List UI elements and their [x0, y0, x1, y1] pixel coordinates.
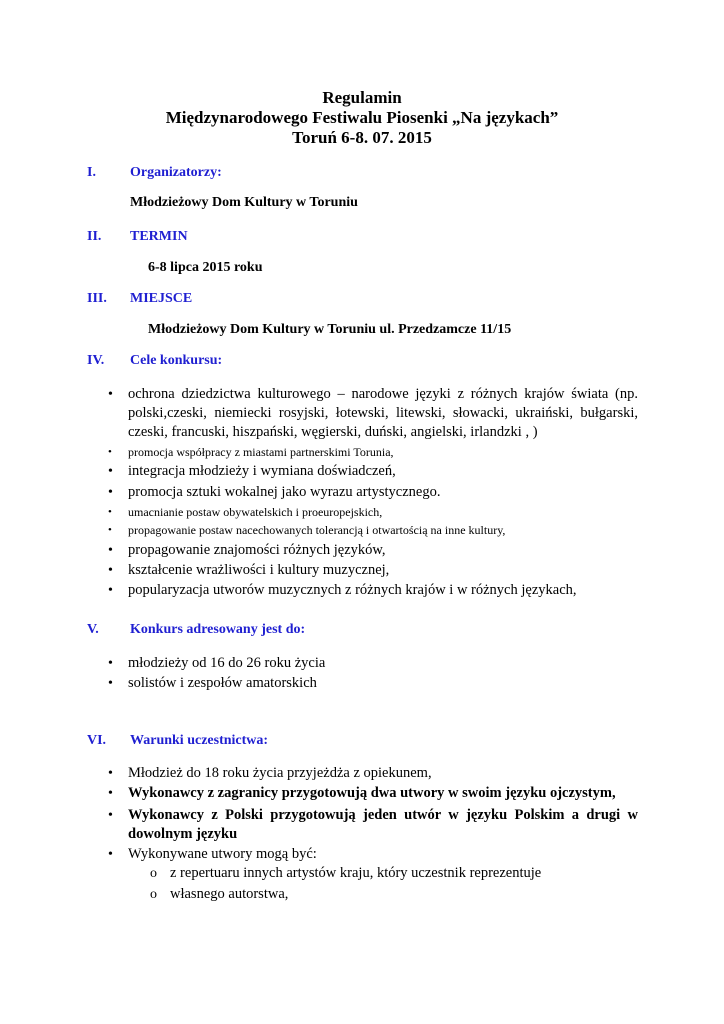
bullet-icon: •	[108, 485, 113, 500]
list-item: popularyzacja utworów muzycznych z różnych krajów i w różnych językach,	[128, 582, 577, 598]
list-item: Wykonywane utwory mogą być:	[128, 846, 317, 862]
circle-bullet-icon: o	[150, 866, 157, 881]
list-item: promocja współpracy z miastami partnerskimi Torunia,	[128, 445, 394, 459]
bullet-icon: •	[108, 563, 113, 578]
bullet-icon: •	[108, 583, 113, 598]
list-item: młodzieży od 16 do 26 roku życia	[128, 655, 326, 671]
section-number: VI.	[87, 733, 107, 748]
sub-list-item: z repertuaru innych artystów kraju, który uczestnik reprezentuje	[170, 865, 542, 881]
bullet-icon: •	[108, 543, 113, 558]
list-item: propagowanie postaw nacechowanych tolerancją i otwartością na inne kultury,	[128, 523, 506, 537]
section-number: IV.	[87, 353, 105, 368]
list-item: Wykonawcy z Polski przygotowują jeden utwór w języku Polskim a drugi w dowolnym języku	[128, 807, 638, 842]
bullet-icon: •	[108, 387, 113, 402]
section-number: V.	[87, 622, 99, 637]
bullet-icon: •	[108, 524, 112, 536]
section-heading-conditions: Warunki uczestnictwa:	[130, 733, 269, 748]
list-item: kształcenie wrażliwości i kultury muzycznej,	[128, 562, 390, 578]
list-item: propagowanie znajomości różnych języków,	[128, 542, 386, 558]
sub-list-item: własnego autorstwa,	[170, 886, 289, 902]
circle-bullet-icon: o	[150, 887, 157, 902]
list-item: promocja sztuki wokalnej jako wyrazu artystycznego.	[128, 484, 441, 500]
list-item: Młodzież do 18 roku życia przyjeżdża z opiekunem,	[128, 765, 432, 781]
list-item: umacnianie postaw obywatelskich i proeuropejskich,	[128, 505, 383, 519]
list-item: solistów i zespołów amatorskich	[128, 675, 317, 691]
section-number: I.	[87, 165, 96, 180]
section-heading-organizers: Organizatorzy:	[130, 165, 222, 180]
list-item: Wykonawcy z zagranicy przygotowują dwa utwory w swoim języku ojczystym,	[128, 785, 616, 801]
list-item: ochrona dziedzictwa kulturowego – narodowe języki z różnych krajów świata (np. polski,czeski, niemiecki rosyjski, łotewski, litewski, słowacki, ukraiński, bułgarski, czeski, francuski, hiszpański, węgierski, duński, angielski, irlandzki , )	[128, 386, 638, 440]
section-number: II.	[87, 229, 102, 244]
section-heading-place: MIEJSCE	[130, 291, 193, 306]
organizer-name: Młodzieżowy Dom Kultury w Toruniu	[130, 195, 358, 210]
festival-name: Międzynarodowego Festiwalu Piosenki „Na językach”	[165, 108, 559, 127]
section-heading-goals: Cele konkursu:	[130, 353, 223, 368]
festival-dates: 6-8 lipca 2015 roku	[148, 260, 263, 275]
section-heading-date: TERMIN	[130, 229, 188, 244]
bullet-icon: •	[108, 847, 113, 862]
list-item: integracja młodzieży i wymiana doświadczeń,	[128, 463, 396, 479]
bullet-icon: •	[108, 464, 113, 479]
bullet-icon: •	[108, 446, 112, 458]
section-number: III.	[87, 291, 107, 306]
bullet-icon: •	[108, 506, 112, 518]
festival-date-place: Toruń 6-8. 07. 2015	[292, 128, 432, 147]
bullet-icon: •	[108, 656, 113, 671]
bullet-icon: •	[108, 808, 113, 823]
section-heading-audience: Konkurs adresowany jest do:	[130, 622, 306, 637]
bullet-icon: •	[108, 676, 113, 691]
festival-address: Młodzieżowy Dom Kultury w Toruniu ul. Przedzamcze 11/15	[148, 322, 512, 337]
document-title: Regulamin	[322, 88, 402, 107]
bullet-icon: •	[108, 786, 113, 801]
bullet-icon: •	[108, 766, 113, 781]
